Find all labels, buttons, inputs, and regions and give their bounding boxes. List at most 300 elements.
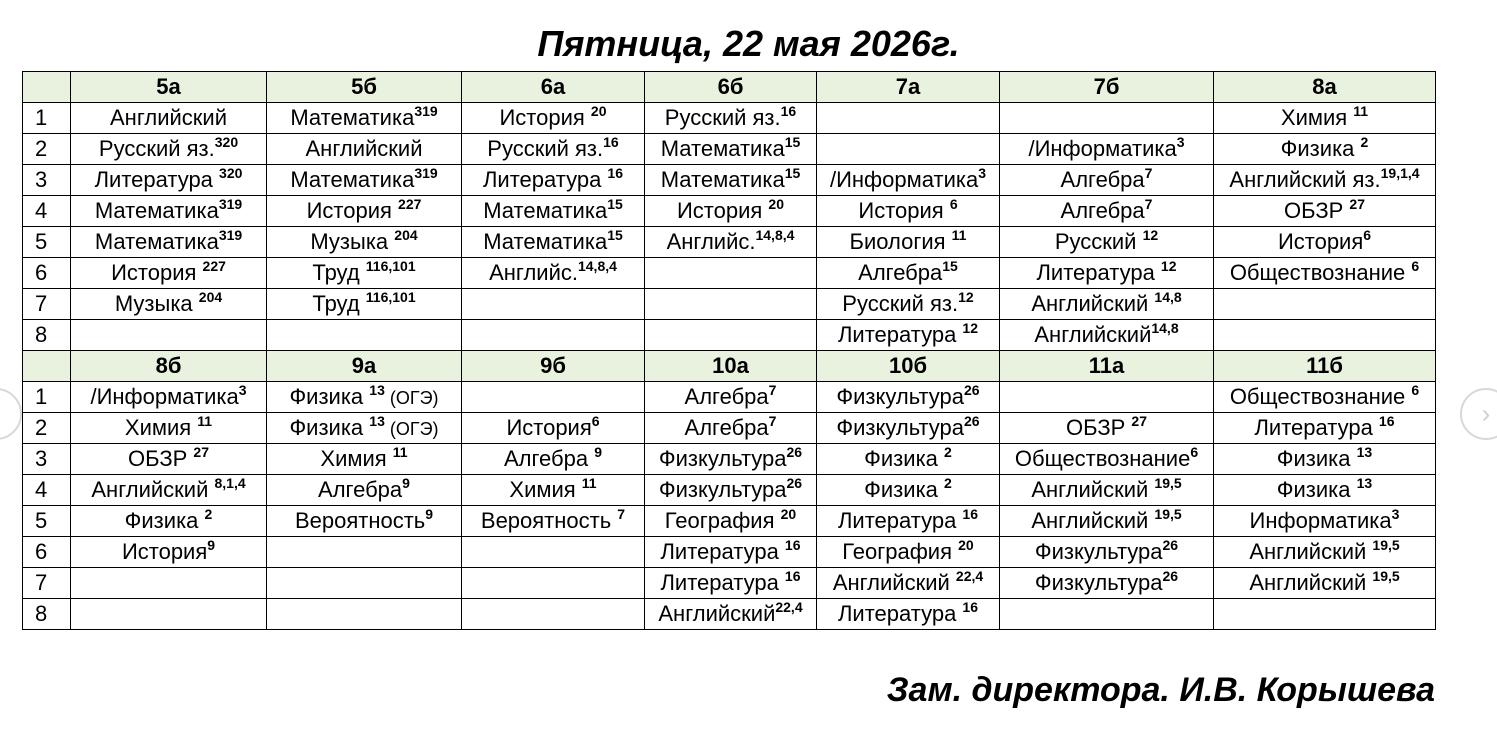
lesson-cell bbox=[817, 103, 1000, 134]
lesson-cell bbox=[71, 289, 267, 320]
lesson-cell bbox=[267, 258, 462, 289]
lesson-cell bbox=[1214, 413, 1436, 444]
lesson-number: 4 bbox=[23, 196, 71, 227]
room-number: 13 bbox=[1356, 475, 1373, 491]
lesson-cell bbox=[267, 568, 462, 599]
room-number: 26 bbox=[1162, 537, 1179, 553]
lesson-cell bbox=[1214, 289, 1436, 320]
subject-name: Информатика bbox=[1249, 508, 1392, 533]
schedule-table bbox=[22, 71, 1436, 630]
lesson-row bbox=[23, 568, 1436, 599]
subject-name: Вероятность bbox=[480, 508, 618, 533]
lesson-cell bbox=[267, 103, 462, 134]
lesson-cell bbox=[71, 227, 267, 258]
room-number: 6 bbox=[949, 196, 958, 212]
lesson-cell bbox=[462, 413, 645, 444]
lesson-cell bbox=[645, 289, 817, 320]
subject-name: Русский яз. bbox=[842, 291, 959, 316]
class-header: 5а bbox=[71, 72, 267, 103]
room-number: 7 bbox=[1144, 196, 1153, 212]
class-header: 5б bbox=[267, 72, 462, 103]
lesson-cell bbox=[1214, 382, 1436, 413]
lesson-number: 1 bbox=[23, 103, 71, 134]
room-number: 6 bbox=[1411, 258, 1420, 274]
subject-name: Физика bbox=[1276, 477, 1357, 502]
subject-name: Музыка bbox=[114, 291, 199, 316]
room-number: 11 bbox=[951, 227, 967, 243]
room-number: 15 bbox=[784, 165, 801, 181]
lesson-cell bbox=[71, 382, 267, 413]
subject-name: Литература bbox=[94, 167, 220, 192]
lesson-cell bbox=[1214, 258, 1436, 289]
subject-name: Физкультура bbox=[1034, 539, 1163, 564]
lesson-cell bbox=[817, 289, 1000, 320]
lesson-cell bbox=[1214, 537, 1436, 568]
subject-name: Химия bbox=[124, 415, 198, 440]
room-number: 7 bbox=[617, 506, 626, 522]
lesson-number: 7 bbox=[23, 289, 71, 320]
lesson-row bbox=[23, 289, 1436, 320]
signature: Зам. директора. И.В. Корышева bbox=[886, 671, 1435, 709]
room-number: 26 bbox=[964, 382, 980, 398]
subject-name: Английский bbox=[305, 136, 423, 161]
lesson-number: 5 bbox=[23, 227, 71, 258]
lesson-cell bbox=[462, 506, 645, 537]
lesson-cell bbox=[645, 165, 817, 196]
room-number: 14,8 bbox=[1151, 320, 1179, 336]
lesson-cell bbox=[817, 134, 1000, 165]
room-number: 13 bbox=[369, 412, 385, 429]
lesson-cell bbox=[1214, 227, 1436, 258]
subject-name: Английский bbox=[1249, 570, 1373, 595]
subject-name: Литература bbox=[660, 539, 785, 564]
lesson-cell bbox=[645, 196, 817, 227]
lesson-cell bbox=[267, 475, 462, 506]
subject-name: Физика bbox=[864, 446, 945, 471]
subject-name: Математика bbox=[290, 167, 415, 192]
room-number: 16 bbox=[962, 599, 978, 615]
subject-name: История bbox=[1277, 229, 1364, 254]
lesson-cell bbox=[817, 382, 1000, 413]
room-number: 16 bbox=[784, 537, 801, 553]
lesson-row bbox=[23, 320, 1436, 351]
subject-name: История bbox=[121, 539, 208, 564]
lesson-cell bbox=[645, 103, 817, 134]
lesson-cell bbox=[71, 258, 267, 289]
subject-name: Физкультура bbox=[836, 415, 965, 440]
subject-name: Литература bbox=[837, 601, 963, 626]
room-number: 22,4 bbox=[775, 599, 803, 615]
room-number: 16 bbox=[962, 506, 978, 522]
lesson-cell bbox=[462, 227, 645, 258]
room-number: 16 bbox=[1378, 413, 1395, 429]
room-number: 11 bbox=[1353, 103, 1369, 119]
lesson-cell bbox=[1214, 568, 1436, 599]
subject-name: Химия bbox=[509, 477, 582, 502]
room-number: 3 bbox=[1176, 134, 1185, 150]
lesson-cell bbox=[817, 475, 1000, 506]
subject-name: Труд bbox=[312, 260, 366, 285]
room-number: 20 bbox=[768, 196, 784, 212]
room-number: 204 bbox=[198, 289, 223, 305]
lesson-cell bbox=[462, 165, 645, 196]
lesson-cell bbox=[1000, 320, 1214, 351]
room-number: 16 bbox=[784, 568, 801, 584]
subject-name: Математика bbox=[483, 198, 608, 223]
lesson-cell bbox=[817, 444, 1000, 475]
room-number: 9 bbox=[207, 537, 216, 553]
subject-name: Математика bbox=[660, 167, 785, 192]
lesson-cell bbox=[645, 134, 817, 165]
room-number: 7 bbox=[768, 413, 777, 429]
lesson-cell bbox=[645, 258, 817, 289]
class-header: 9а bbox=[267, 351, 462, 382]
room-number: 13 bbox=[369, 381, 385, 398]
room-number: 320 bbox=[214, 134, 239, 150]
lesson-row bbox=[23, 413, 1436, 444]
room-number: 2 bbox=[204, 506, 213, 522]
room-number: 19,5 bbox=[1154, 475, 1182, 491]
lesson-cell bbox=[1000, 537, 1214, 568]
lesson-cell bbox=[1214, 444, 1436, 475]
room-number: 2 bbox=[1360, 134, 1369, 150]
lesson-cell bbox=[817, 320, 1000, 351]
lesson-number: 8 bbox=[23, 320, 71, 351]
lesson-cell bbox=[462, 289, 645, 320]
lesson-row bbox=[23, 599, 1436, 630]
subject-name: Английский bbox=[91, 477, 215, 502]
room-number: 19,5 bbox=[1154, 506, 1182, 522]
room-number: 319 bbox=[414, 103, 438, 119]
room-number: 15 bbox=[607, 196, 623, 212]
class-header: 6а bbox=[462, 72, 645, 103]
room-number: 22,4 bbox=[955, 568, 984, 584]
lesson-number: 1 bbox=[23, 382, 71, 413]
subject-name: ОБЗР bbox=[1284, 198, 1350, 223]
lesson-cell bbox=[462, 568, 645, 599]
lesson-row bbox=[23, 227, 1436, 258]
lesson-cell bbox=[817, 568, 1000, 599]
lesson-number: 2 bbox=[23, 413, 71, 444]
lesson-cell bbox=[817, 599, 1000, 630]
room-number: 19,5 bbox=[1372, 537, 1400, 553]
lesson-number: 5 bbox=[23, 506, 71, 537]
lesson-cell bbox=[817, 413, 1000, 444]
subject-name: Обществознание bbox=[1014, 446, 1191, 471]
lesson-cell bbox=[71, 537, 267, 568]
room-number: 6 bbox=[1190, 444, 1199, 460]
lesson-cell bbox=[645, 599, 817, 630]
subject-name: Алгебра bbox=[684, 415, 769, 440]
class-header: 11а bbox=[1000, 351, 1214, 382]
lesson-cell bbox=[1000, 475, 1214, 506]
subject-name: Химия bbox=[1280, 105, 1354, 130]
subject-name: Математика bbox=[94, 198, 219, 223]
room-number: 12 bbox=[962, 320, 978, 336]
subject-name: Физкультура bbox=[836, 384, 965, 409]
room-number: 116,101 bbox=[365, 258, 416, 274]
lesson-number: 6 bbox=[23, 537, 71, 568]
lesson-cell bbox=[1000, 289, 1214, 320]
room-number: 15 bbox=[942, 258, 958, 274]
subject-name: Русский bbox=[1054, 229, 1143, 254]
subject-name: /Информатика bbox=[1028, 136, 1177, 161]
subject-name: История bbox=[111, 260, 203, 285]
subject-name: Физика bbox=[1276, 446, 1357, 471]
lesson-cell bbox=[1214, 165, 1436, 196]
room-number: 3 bbox=[1391, 506, 1400, 522]
lesson-cell bbox=[267, 320, 462, 351]
subject-name: История bbox=[306, 198, 399, 223]
subject-name: Физика bbox=[289, 414, 370, 440]
room-number: 20 bbox=[958, 537, 974, 553]
corner-cell bbox=[23, 72, 71, 103]
lesson-cell bbox=[267, 599, 462, 630]
subject-name: География bbox=[664, 508, 781, 533]
subject-name: Алгебра bbox=[858, 260, 943, 285]
lesson-row bbox=[23, 537, 1436, 568]
lesson-cell bbox=[1000, 506, 1214, 537]
prev-slide-button[interactable] bbox=[0, 388, 22, 440]
room-number: 9 bbox=[402, 475, 410, 491]
room-number: 8,1,4 bbox=[214, 475, 246, 491]
class-header-row bbox=[23, 72, 1436, 103]
subject-name: Физкультура bbox=[1034, 570, 1163, 595]
lesson-cell bbox=[462, 258, 645, 289]
lesson-cell bbox=[817, 258, 1000, 289]
lesson-cell bbox=[1000, 568, 1214, 599]
lesson-cell bbox=[462, 382, 645, 413]
subject-name: Алгебра bbox=[318, 477, 403, 502]
room-number: 320 bbox=[219, 165, 243, 181]
subject-name: Математика bbox=[660, 136, 785, 161]
subject-name: Литература bbox=[837, 322, 963, 347]
lesson-row bbox=[23, 165, 1436, 196]
subject-name: Физкультура bbox=[658, 446, 787, 471]
class-header-row bbox=[23, 351, 1436, 382]
lesson-cell bbox=[267, 382, 462, 413]
subject-name: Английс. bbox=[666, 229, 756, 254]
class-header: 11б bbox=[1214, 351, 1436, 382]
lesson-cell bbox=[1214, 599, 1436, 630]
subject-name: Английский bbox=[1249, 539, 1373, 564]
lesson-cell bbox=[1000, 103, 1214, 134]
lesson-cell bbox=[462, 320, 645, 351]
room-number: 26 bbox=[1162, 568, 1179, 584]
room-number: 27 bbox=[1349, 196, 1365, 212]
lesson-cell bbox=[462, 475, 645, 506]
subject-name: География bbox=[842, 539, 959, 564]
room-number: 16 bbox=[607, 165, 623, 181]
lesson-cell bbox=[645, 413, 817, 444]
class-header: 7а bbox=[817, 72, 1000, 103]
room-number: 6 bbox=[591, 413, 600, 429]
class-header: 8а bbox=[1214, 72, 1436, 103]
lesson-cell bbox=[71, 196, 267, 227]
subject-name: Английский bbox=[658, 601, 776, 626]
schedule-body bbox=[23, 72, 1436, 630]
lesson-cell bbox=[267, 413, 462, 444]
lesson-cell bbox=[267, 165, 462, 196]
lesson-cell bbox=[1000, 196, 1214, 227]
subject-name: Литература bbox=[1254, 415, 1379, 440]
lesson-cell bbox=[1000, 165, 1214, 196]
room-number: 319 bbox=[218, 227, 243, 243]
lesson-note: (ОГЭ) bbox=[384, 387, 439, 408]
lesson-number: 3 bbox=[23, 444, 71, 475]
subject-name: /Информатика bbox=[90, 384, 239, 409]
lesson-cell bbox=[645, 320, 817, 351]
lesson-number: 2 bbox=[23, 134, 71, 165]
subject-name: Физика bbox=[124, 508, 205, 533]
lesson-cell bbox=[1214, 134, 1436, 165]
subject-name: Обществознание bbox=[1229, 260, 1412, 285]
subject-name: Литература bbox=[837, 508, 963, 533]
subject-name: Физкультура bbox=[658, 477, 787, 502]
subject-name: Алгебра bbox=[503, 446, 595, 471]
lesson-cell bbox=[462, 444, 645, 475]
room-number: 11 bbox=[197, 413, 213, 429]
room-number: 6 bbox=[1411, 382, 1420, 398]
class-header: 10б bbox=[817, 351, 1000, 382]
room-number: 12 bbox=[1142, 227, 1159, 243]
lesson-number: 8 bbox=[23, 599, 71, 630]
lesson-cell bbox=[71, 475, 267, 506]
lesson-cell bbox=[817, 506, 1000, 537]
lesson-row bbox=[23, 103, 1436, 134]
room-number: 26 bbox=[964, 413, 980, 429]
subject-name: Русский яз. bbox=[487, 136, 604, 161]
subject-name: Английский bbox=[1031, 291, 1155, 316]
room-number: 16 bbox=[780, 103, 797, 119]
lesson-cell bbox=[71, 599, 267, 630]
room-number: 19,5 bbox=[1372, 568, 1400, 584]
room-number: 204 bbox=[394, 227, 418, 243]
room-number: 9 bbox=[594, 444, 603, 460]
lesson-cell bbox=[1214, 475, 1436, 506]
lesson-cell bbox=[462, 196, 645, 227]
room-number: 19,1,4 bbox=[1380, 165, 1420, 181]
room-number: 3 bbox=[238, 382, 247, 398]
room-number: 9 bbox=[425, 506, 434, 522]
subject-name: /Информатика bbox=[829, 167, 979, 192]
room-number: 319 bbox=[218, 196, 243, 212]
lesson-cell bbox=[71, 413, 267, 444]
subject-name: Литература bbox=[1036, 260, 1161, 285]
subject-name: Английский яз. bbox=[1229, 167, 1381, 192]
lesson-cell bbox=[1000, 444, 1214, 475]
subject-name: Русский яз. bbox=[98, 136, 215, 161]
lesson-cell bbox=[71, 320, 267, 351]
subject-name: Биология bbox=[849, 229, 952, 254]
subject-name: Музыка bbox=[310, 229, 395, 254]
room-number: 14,8,4 bbox=[755, 227, 795, 243]
lesson-cell bbox=[71, 506, 267, 537]
lesson-cell bbox=[1000, 599, 1214, 630]
subject-name: Физика bbox=[1280, 136, 1361, 161]
subject-name: Русский яз. bbox=[664, 105, 781, 130]
room-number: 7 bbox=[768, 382, 777, 398]
room-number: 11 bbox=[581, 475, 597, 491]
lesson-row bbox=[23, 506, 1436, 537]
lesson-cell bbox=[267, 444, 462, 475]
room-number: 11 bbox=[392, 444, 408, 460]
lesson-cell bbox=[267, 196, 462, 227]
subject-name: Математика bbox=[94, 229, 219, 254]
room-number: 319 bbox=[414, 165, 438, 181]
room-number: 20 bbox=[590, 103, 607, 119]
lesson-cell bbox=[817, 537, 1000, 568]
room-number: 3 bbox=[978, 165, 987, 181]
subject-name: ОБЗР bbox=[128, 446, 194, 471]
lesson-cell bbox=[645, 382, 817, 413]
lesson-row bbox=[23, 382, 1436, 413]
class-header: 6б bbox=[645, 72, 817, 103]
subject-name: Английс. bbox=[489, 260, 578, 285]
room-number: 27 bbox=[1131, 413, 1147, 429]
lesson-cell bbox=[645, 444, 817, 475]
lesson-cell bbox=[71, 568, 267, 599]
lesson-cell bbox=[817, 165, 1000, 196]
class-header: 10а bbox=[645, 351, 817, 382]
room-number: 26 bbox=[786, 444, 803, 460]
room-number: 15 bbox=[784, 134, 801, 150]
lesson-cell bbox=[817, 227, 1000, 258]
lesson-cell bbox=[267, 289, 462, 320]
lesson-cell bbox=[1000, 382, 1214, 413]
lesson-cell bbox=[267, 537, 462, 568]
subject-name: Обществознание bbox=[1229, 384, 1412, 409]
subject-name: Английский bbox=[832, 570, 956, 595]
corner-cell bbox=[23, 351, 71, 382]
lesson-cell bbox=[267, 506, 462, 537]
room-number: 2 bbox=[944, 475, 952, 491]
subject-name: История bbox=[676, 198, 769, 223]
lesson-cell bbox=[1214, 320, 1436, 351]
lesson-row bbox=[23, 258, 1436, 289]
room-number: 26 bbox=[786, 475, 803, 491]
lesson-number: 6 bbox=[23, 258, 71, 289]
lesson-cell bbox=[1000, 227, 1214, 258]
class-header: 8б bbox=[71, 351, 267, 382]
room-number: 14,8,4 bbox=[577, 258, 617, 274]
lesson-cell bbox=[1214, 196, 1436, 227]
lesson-cell bbox=[1000, 258, 1214, 289]
lesson-cell bbox=[462, 599, 645, 630]
room-number: 13 bbox=[1356, 444, 1373, 460]
next-slide-button[interactable] bbox=[1460, 388, 1497, 440]
room-number: 15 bbox=[607, 227, 623, 243]
lesson-cell bbox=[462, 537, 645, 568]
lesson-cell bbox=[71, 134, 267, 165]
subject-name: Алгебра bbox=[684, 384, 769, 409]
lesson-cell bbox=[645, 227, 817, 258]
lesson-cell bbox=[645, 537, 817, 568]
class-header: 9б bbox=[462, 351, 645, 382]
lesson-cell bbox=[71, 103, 267, 134]
lesson-row bbox=[23, 475, 1436, 506]
subject-name: Английский bbox=[1031, 508, 1155, 533]
room-number: 2 bbox=[944, 444, 952, 460]
room-number: 27 bbox=[193, 444, 209, 460]
room-number: 14,8 bbox=[1154, 289, 1182, 305]
lesson-row bbox=[23, 196, 1436, 227]
subject-name: Английский bbox=[110, 105, 227, 130]
lesson-cell bbox=[1000, 134, 1214, 165]
lesson-cell bbox=[1214, 506, 1436, 537]
lesson-number: 3 bbox=[23, 165, 71, 196]
lesson-cell bbox=[267, 134, 462, 165]
